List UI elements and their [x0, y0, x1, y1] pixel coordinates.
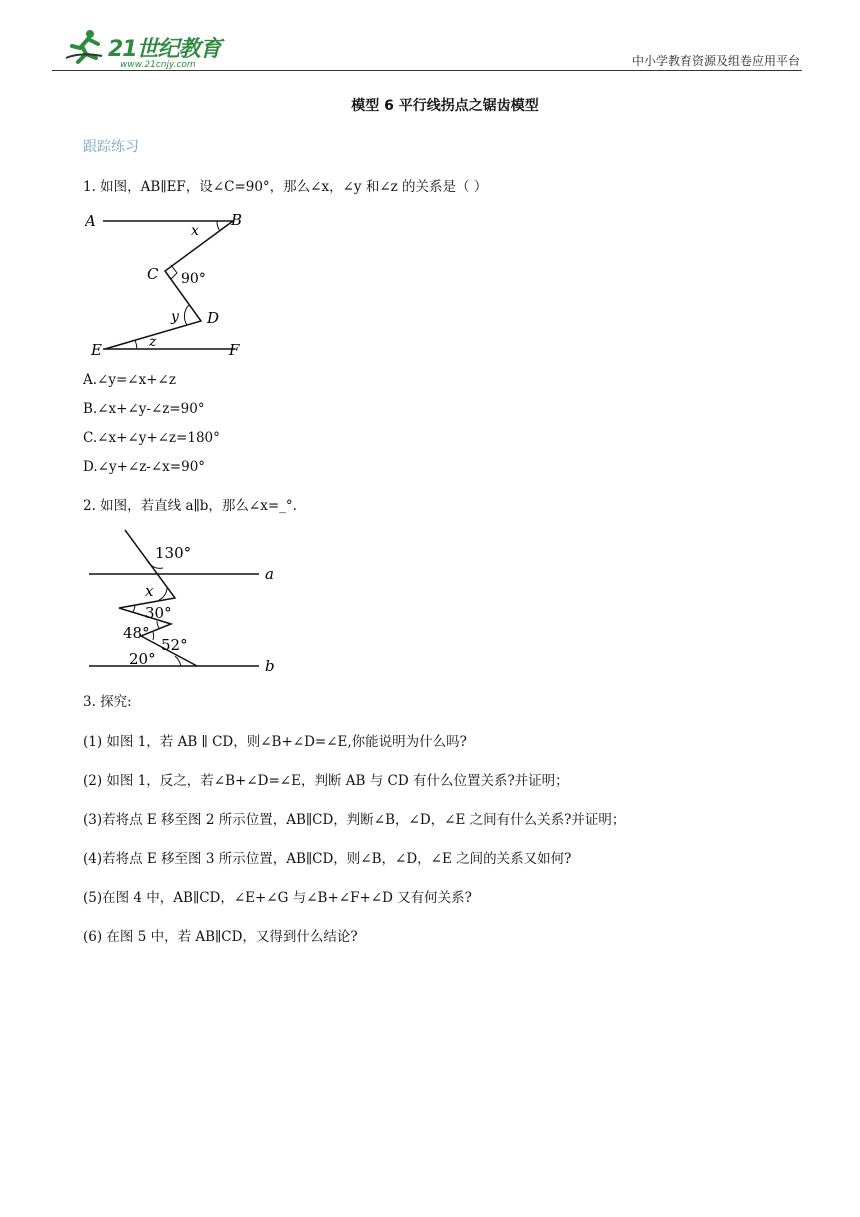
q1-stem: 1. 如图，AB∥EF，设∠C=90°，那么∠x，∠y 和∠z 的关系是（ ）	[83, 179, 488, 195]
q3-item-3: (3)若将点 E 移至图 2 所示位置，AB∥CD，判断∠B，∠D，∠E 之间有什么关系?并证明；	[83, 812, 626, 828]
label-20: 20°	[129, 650, 156, 668]
label-130: 130°	[155, 544, 192, 562]
runner-logo-icon	[64, 28, 104, 64]
label-90: 90°	[181, 271, 206, 287]
label-F: F	[229, 341, 240, 359]
q1-option-c: C.∠x+∠y+∠z=180°	[83, 430, 220, 446]
q1-option-d: D.∠y+∠z-∠x=90°	[83, 459, 206, 475]
label-z: z	[149, 334, 157, 350]
label-C: C	[147, 265, 159, 283]
page-title: 模型 6 平行线拐点之锯齿模型	[351, 98, 539, 114]
label-48: 48°	[123, 624, 150, 642]
label-a: a	[265, 565, 274, 583]
label-30: 30°	[145, 604, 172, 622]
q3-item-1: (1) 如图 1，若 AB ∥ CD，则∠B+∠D=∠E,你能说明为什么吗?	[83, 734, 467, 750]
q3-item-6: (6) 在图 5 中，若 AB∥CD，又得到什么结论?	[83, 929, 358, 945]
q3-item-4: (4)若将点 E 移至图 3 所示位置，AB∥CD，则∠B，∠D，∠E 之间的关系又如何?	[83, 851, 572, 867]
header-divider	[52, 70, 802, 71]
label-y: y	[171, 309, 179, 325]
label-D: D	[207, 309, 220, 327]
label-E: E	[91, 341, 102, 359]
q3-item-5: (5)在图 4 中，AB∥CD，∠E+∠G 与∠B+∠F+∠D 又有何关系?	[83, 890, 472, 906]
q1-option-a: A.∠y=∠x+∠z	[83, 372, 176, 388]
logo-url: www.21cnjy.com	[120, 60, 196, 70]
label-B: B	[231, 211, 243, 229]
page-header	[52, 22, 802, 72]
platform-name: 中小学教育资源及组卷应用平台	[631, 54, 800, 68]
label-x2: x	[145, 582, 154, 600]
label-A: A	[85, 212, 96, 230]
q3-stem: 3. 探究:	[83, 694, 132, 710]
logo-text: 21世纪教育	[108, 37, 221, 62]
label-b: b	[265, 657, 275, 675]
q3-item-2: (2) 如图 1，反之，若∠B+∠D=∠E，判断 AB 与 CD 有什么位置关系?并证明；	[83, 773, 569, 789]
label-52: 52°	[161, 636, 188, 654]
q2-stem: 2. 如图，若直线 a∥b，那么∠x=_°.	[83, 498, 297, 514]
q2-figure	[85, 528, 280, 676]
q1-option-b: B.∠x+∠y-∠z=90°	[83, 401, 205, 417]
q1-figure	[85, 205, 260, 365]
section-heading: 跟踪练习	[83, 139, 139, 155]
site-logo	[64, 28, 244, 72]
label-x: x	[191, 223, 199, 239]
